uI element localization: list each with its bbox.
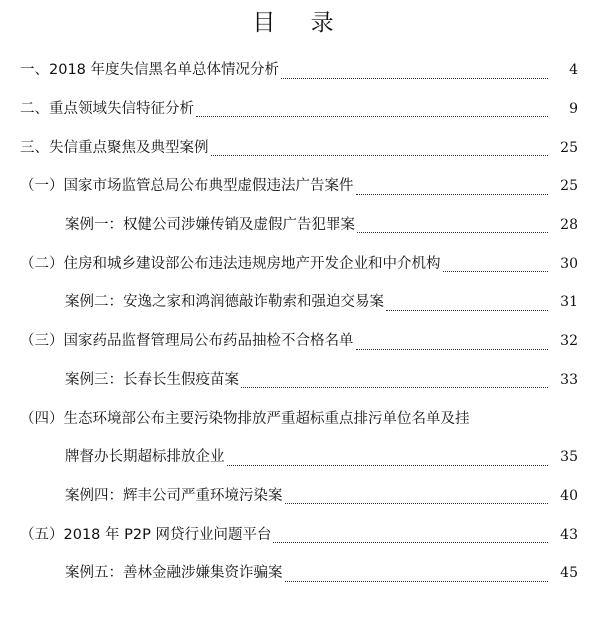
toc-entry-text: 牌督办长期超标排放企业 [65,449,225,466]
toc-page-number: 30 [560,255,578,272]
dot-leader [227,465,549,466]
toc-entry-text: 三、失信重点聚焦及典型案例 [20,139,209,156]
toc-entry-text: 案例四：辉丰公司严重环境污染案 [65,487,283,504]
toc-entry-subsection-2[interactable] [0,244,600,283]
toc-entry-case-4[interactable] [0,477,600,516]
toc-entry-text: （三）国家药品监督管理局公布药品抽检不合格名单 [20,333,354,350]
toc-entry-text: 一、2018 年度失信黑名单总体情况分析 [20,62,280,79]
toc-entry-text: 案例一：权健公司涉嫌传销及虚假广告犯罪案 [65,217,355,234]
toc-entry-subsection-4-continued[interactable] [0,438,600,477]
dot-leader [273,542,548,543]
toc-entry-subsection-3[interactable] [0,322,600,361]
dot-leader [241,387,548,388]
dot-leader [386,310,548,311]
toc-page-number: 45 [560,565,578,582]
toc-page-number: 25 [560,178,578,195]
toc-page-number: 4 [569,62,578,79]
toc-page-number: 43 [560,526,578,543]
dot-leader [443,271,549,272]
toc-entry-case-3[interactable] [0,361,600,400]
toc-entry-section-1[interactable] [0,51,600,90]
dot-leader [211,155,549,156]
toc-entry-section-2[interactable] [0,90,600,129]
dot-leader [196,116,548,117]
toc-entry-subsection-4[interactable] [0,399,600,438]
toc-page-number: 33 [560,371,578,388]
toc-entry-text: （四）生态环境部公布主要污染物排放严重超标重点排污单位名单及挂 [20,410,470,427]
dot-leader [356,194,549,195]
toc-entry-text: 案例二：安逸之家和鸿润德敲诈勒索和强迫交易案 [65,294,384,311]
toc-page-number: 25 [560,139,578,156]
toc-entry-case-2[interactable] [0,283,600,322]
toc-entry-text: （一）国家市场监管总局公布典型虚假违法广告案件 [20,178,354,195]
toc-entry-case-5[interactable] [0,554,600,593]
toc-page-number: 9 [569,101,578,118]
toc-page-number: 40 [560,487,578,504]
dot-leader [357,232,548,233]
dot-leader [285,581,549,582]
toc-page-number: 35 [560,449,578,466]
toc-entry-text: 案例五：善林金融涉嫌集资诈骗案 [65,565,283,582]
dot-leader [285,503,549,504]
toc-page-number: 31 [560,294,578,311]
dot-leader [281,78,548,79]
toc-entry-text: 二、重点领域失信特征分析 [20,101,194,118]
toc-title: 目 录 [252,10,348,36]
dot-leader [356,349,549,350]
toc-page-number: 28 [560,217,578,234]
toc-entry-section-3[interactable] [0,128,600,167]
toc-page-number: 32 [560,333,578,350]
toc-entry-text: （五）2018 年 P2P 网贷行业问题平台 [20,526,272,543]
toc-entry-text: （二）住房和城乡建设部公布违法违规房地产开发企业和中介机构 [20,255,441,272]
toc-entry-subsection-5[interactable] [0,515,600,554]
toc-entry-subsection-1[interactable] [0,167,600,206]
toc-list [0,51,600,593]
toc-entry-case-1[interactable] [0,206,600,245]
toc-entry-text: 案例三：长春长生假疫苗案 [65,371,239,388]
